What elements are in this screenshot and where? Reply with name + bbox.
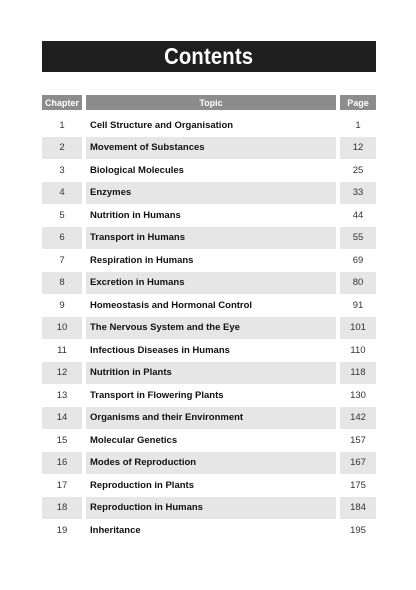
chapter-number: 10 [42, 317, 82, 340]
chapter-topic: Inheritance [90, 524, 141, 536]
chapter-number: 3 [59, 164, 65, 176]
chapter-topic: Enzymes [86, 182, 336, 205]
table-row [42, 317, 376, 340]
chapter-number: 7 [59, 254, 65, 266]
chapter-number: 17 [56, 479, 68, 491]
chapter-topic: Modes of Reproduction [86, 452, 336, 475]
chapter-number: 2 [42, 137, 82, 160]
chapter-topic: Organisms and their Environment [86, 407, 336, 430]
chapter-topic: Transport in Humans [86, 227, 336, 250]
chapter-number: 8 [42, 272, 82, 295]
chapter-topic: The Nervous System and the Eye [86, 317, 336, 340]
page-number: 69 [352, 254, 364, 266]
chapter-topic: Movement of Substances [86, 137, 336, 160]
page-number: 101 [340, 317, 376, 340]
chapter-topic: Biological Molecules [90, 164, 184, 176]
chapter-topic: Reproduction in Humans [86, 497, 336, 520]
table-row [42, 474, 376, 497]
page-number: 33 [340, 182, 376, 205]
chapter-number: 14 [42, 407, 82, 430]
chapter-number: 16 [42, 452, 82, 475]
page-number: 142 [340, 407, 376, 430]
chapter-number: 15 [56, 434, 68, 446]
page-number: 167 [340, 452, 376, 475]
chapter-topic: Transport in Flowering Plants [90, 389, 224, 401]
page-number: 80 [340, 272, 376, 295]
table-row [42, 114, 376, 137]
table-row [42, 407, 376, 430]
page-number: 130 [350, 389, 366, 401]
page-number: 175 [350, 479, 366, 491]
page-number: 195 [350, 524, 366, 536]
table-row [42, 227, 376, 250]
table-row [42, 272, 376, 295]
chapter-topic: Cell Structure and Organisation [90, 119, 234, 131]
table-row [42, 294, 376, 317]
table-row [42, 182, 376, 205]
table-row [42, 204, 376, 227]
page-number: 44 [352, 209, 364, 221]
chapter-topic: Reproduction in Plants [90, 479, 194, 491]
header-topic: Topic [86, 95, 336, 110]
chapter-topic: Homeostasis and Hormonal Control [90, 299, 253, 311]
chapter-topic: Nutrition in Plants [86, 362, 336, 385]
chapter-number: 18 [42, 497, 82, 520]
page-number: 25 [352, 164, 364, 176]
page-number: 55 [340, 227, 376, 250]
table-row [42, 159, 376, 182]
page-number: 91 [352, 299, 364, 311]
chapter-topic: Respiration in Humans [90, 254, 194, 266]
chapter-number: 12 [42, 362, 82, 385]
page-title: Contents [164, 43, 254, 69]
page-title-bar [42, 41, 376, 72]
table-row [42, 429, 376, 452]
chapter-number: 9 [59, 299, 65, 311]
chapter-number: 6 [42, 227, 82, 250]
contents-table [42, 95, 376, 542]
page-number: 184 [340, 497, 376, 520]
table-row [42, 519, 376, 542]
chapter-number: 1 [59, 119, 65, 131]
table-row [42, 249, 376, 272]
header-page: Page [340, 95, 376, 110]
header-chapter: Chapter [42, 95, 82, 110]
table-row [42, 339, 376, 362]
chapter-topic: Molecular Genetics [90, 434, 178, 446]
chapter-number: 4 [42, 182, 82, 205]
table-body [42, 114, 376, 542]
chapter-number: 11 [57, 344, 67, 356]
page-number: 12 [340, 137, 376, 160]
table-header-row [42, 95, 376, 110]
chapter-topic: Excretion in Humans [86, 272, 336, 295]
chapter-topic: Infectious Diseases in Humans [90, 344, 230, 356]
chapter-number: 5 [59, 209, 65, 221]
page-number: 118 [340, 362, 376, 385]
chapter-topic: Nutrition in Humans [90, 209, 181, 221]
page-number: 1 [355, 119, 361, 131]
table-row [42, 362, 376, 385]
table-row [42, 384, 376, 407]
page-number: 110 [350, 344, 366, 356]
page-number: 157 [350, 434, 366, 446]
table-row [42, 452, 376, 475]
chapter-number: 19 [56, 524, 68, 536]
chapter-number: 13 [56, 389, 68, 401]
table-row [42, 497, 376, 520]
table-row [42, 137, 376, 160]
